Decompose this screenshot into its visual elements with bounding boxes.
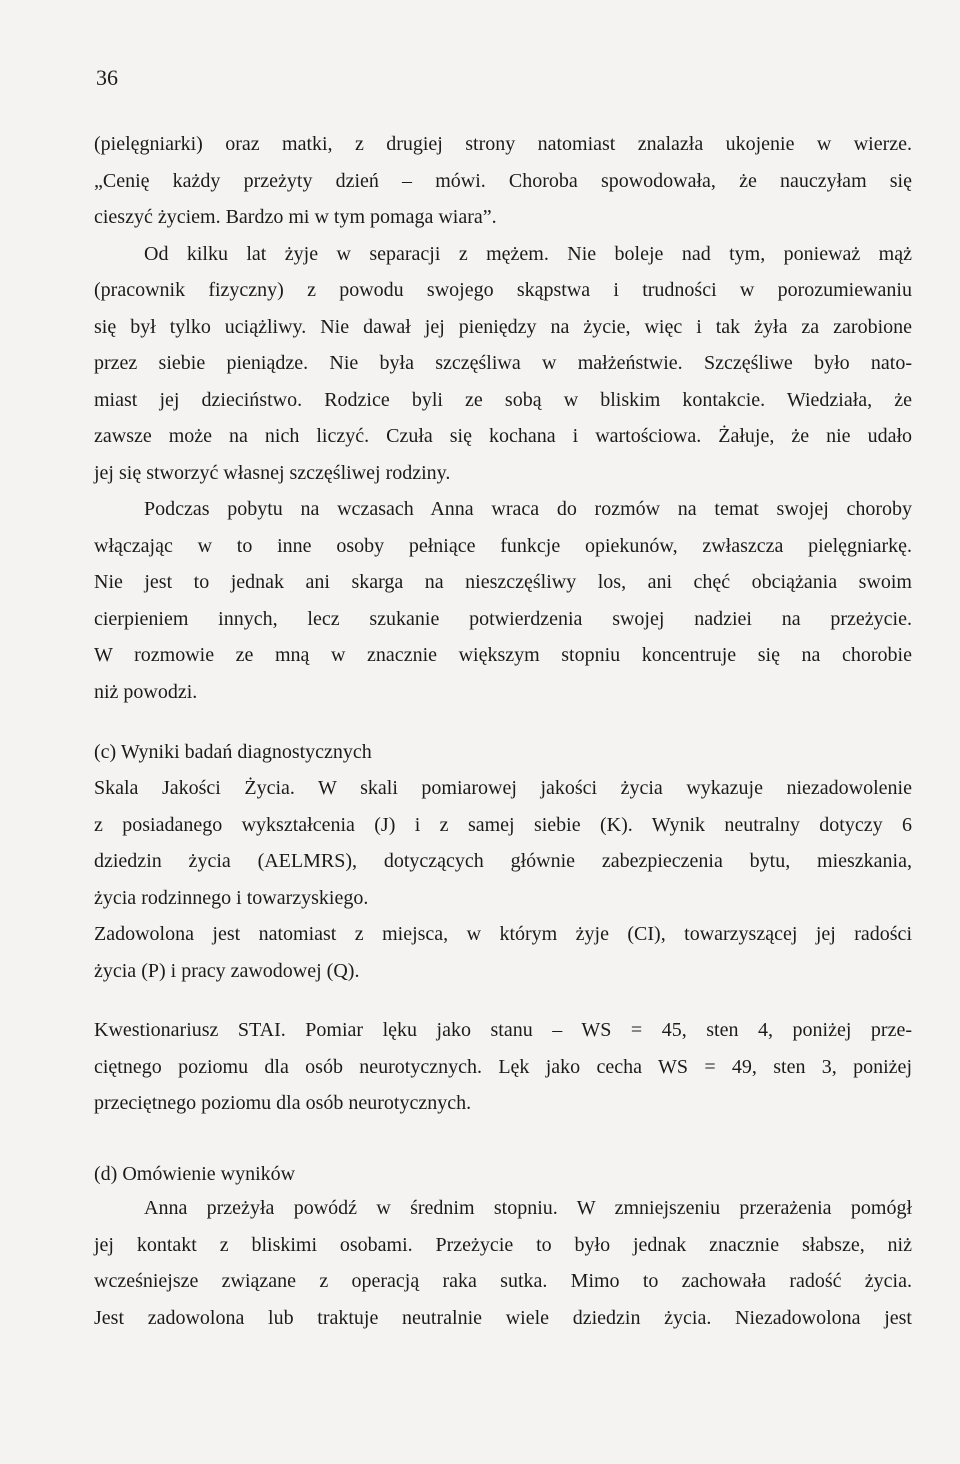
text-line: cierpieniem innych, lecz szukanie potwierdzenia swojej nadziei na przeżycie. — [94, 607, 912, 630]
text-line: cieszyć życiem. Bardzo mi w tym pomaga wiara”. — [94, 206, 497, 228]
paragraph-block-discussion — [94, 1190, 912, 1336]
section-heading-c — [94, 734, 912, 771]
text-line: wcześniejsze związane z operacją raka sutka. Mimo to zachowała radość życia. — [94, 1270, 912, 1292]
text-line: życia (P) i pracy zawodowej (Q). — [94, 959, 360, 982]
text-line: jej się stworzyć własnej szczęśliwej rodziny. — [94, 461, 451, 484]
text-line: ciętnego poziomu dla osób neurotycznych. Lęk jako cecha WS = 49, sten 3, poniżej — [94, 1055, 912, 1078]
text-line: przeciętnego poziomu dla osób neurotycznych. — [94, 1092, 472, 1114]
page-number: 36 — [96, 65, 118, 90]
text-line: Zadowolona jest natomiast z miejsca, w którym żyje (CI), towarzyszącej jej radości — [94, 923, 912, 945]
text-line: Podczas pobytu na wczasach Anna wraca do rozmów na temat swojej choroby — [144, 498, 912, 520]
text-line: dziedzin życia (AELMRS), dotyczących głównie zabezpieczenia bytu, mieszkania, — [94, 850, 912, 872]
section-heading: (c) Wyniki badań diagnostycznych — [94, 741, 372, 763]
text-line: zawsze może na nich liczyć. Czuła się kochana i wartościowa. Żałuje, że nie udało — [94, 425, 912, 447]
text-line: Anna przeżyła powódź w średnim stopniu. W zmniejszeniu przerażenia pomógł — [144, 1197, 912, 1219]
text-line: (pielęgniarki) oraz matki, z drugiej strony natomiast znalazła ukojenie w wierze. — [94, 133, 912, 155]
text-line: W rozmowie ze mną w znacznie większym stopniu koncentruje się na chorobie — [94, 644, 912, 666]
paragraph-block-quality-of-life — [94, 770, 912, 989]
text-line: przez siebie pieniądze. Nie była szczęśliwa w małżeństwie. Szczęśliwe było nato- — [94, 352, 912, 374]
text-line: „Cenię każdy przeżyty dzień – mówi. Choroba spowodowała, że nauczyłam się — [94, 169, 912, 192]
text-line: Kwestionariusz STAI. Pomiar lęku jako stanu – WS = 45, sten 4, poniżej prze- — [94, 1019, 912, 1041]
text-line: jej kontakt z bliskimi osobami. Przeżycie to było jednak znacznie słabsze, niż — [94, 1233, 912, 1256]
text-line: włączając w to inne osoby pełniące funkcje opiekunów, zwłaszcza pielęgniarkę. — [94, 534, 912, 557]
text-line: z posiadanego wykształcenia (J) i z samej siebie (K). Wynik neutralny dotyczy 6 — [94, 813, 912, 836]
text-line: (pracownik fizyczny) z powodu swojego skąpstwa i trudności w porozumiewaniu — [94, 279, 912, 301]
paragraph-block-stai — [94, 1012, 912, 1122]
text-line: niż powodzi. — [94, 680, 198, 703]
paragraph-block-intro — [94, 126, 912, 710]
section-heading: (d) Omówienie wyników — [94, 1163, 296, 1185]
text-line: Skala Jakości Życia. W skali pomiarowej jakości życia wykazuje niezadowolenie — [94, 777, 912, 799]
section-heading-d — [94, 1156, 912, 1193]
text-line: się był tylko uciążliwy. Nie dawał jej pieniędzy na życie, więc i tak żyła za zarobione — [94, 315, 912, 338]
text-line: miast jej dzieciństwo. Rodzice byli ze sobą w bliskim kontakcie. Wiedziała, że — [94, 388, 912, 411]
text-line: Jest zadowolona lub traktuje neutralnie wiele dziedzin życia. Niezadowolona jest — [94, 1306, 912, 1329]
text-line: życia rodzinnego i towarzyskiego. — [94, 886, 369, 909]
text-line: Od kilku lat żyje w separacji z mężem. Nie boleje nad tym, ponieważ mąż — [144, 242, 912, 265]
text-line: Nie jest to jednak ani skarga na nieszczęśliwy los, ani chęć obciążania swoim — [94, 571, 912, 593]
